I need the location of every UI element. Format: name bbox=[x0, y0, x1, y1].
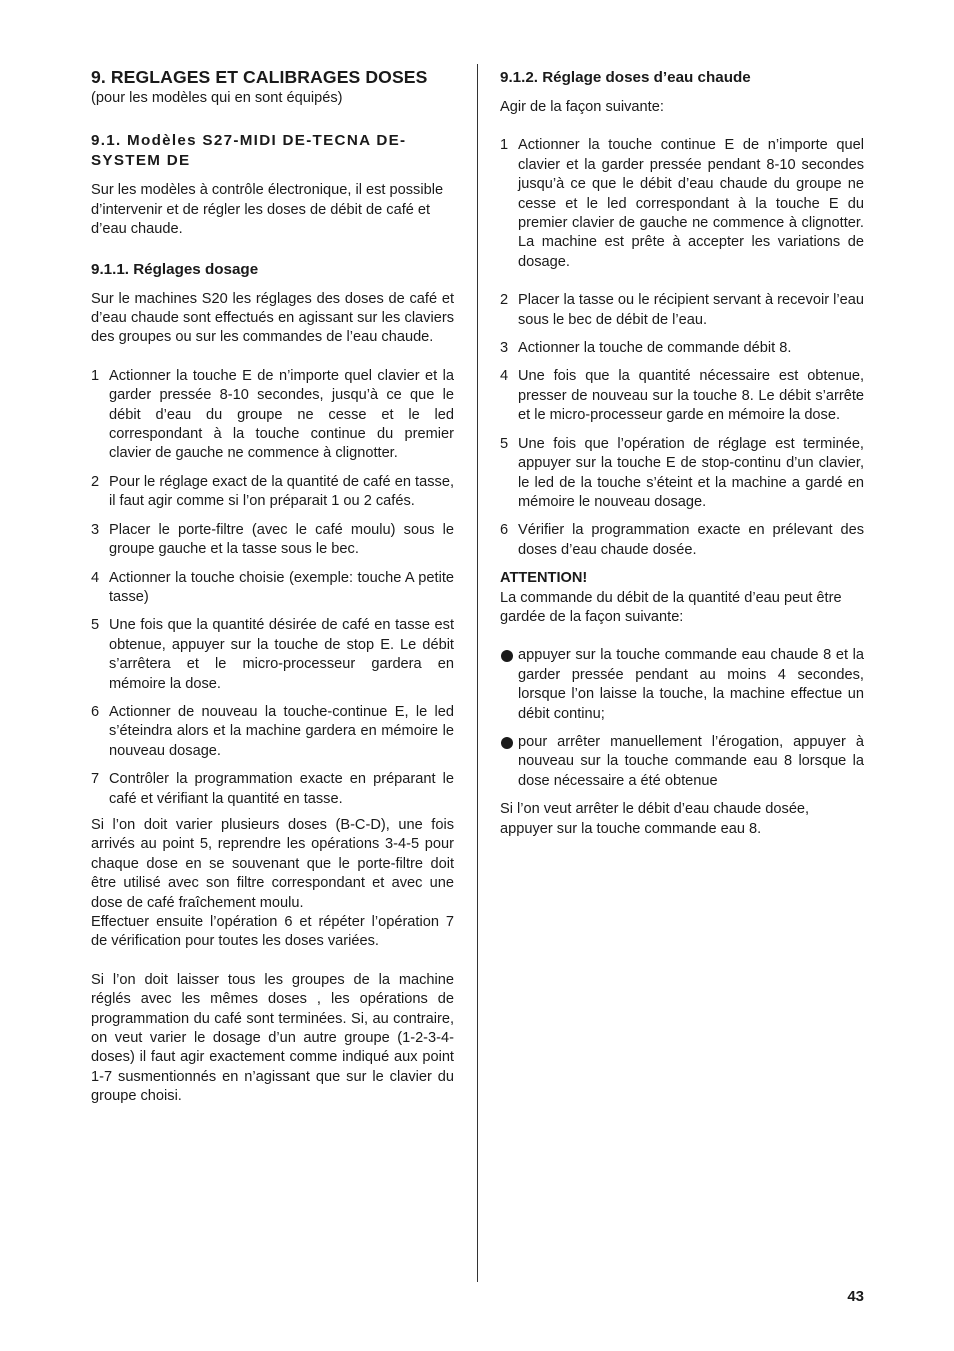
dosage-steps-list bbox=[91, 367, 454, 809]
step-number: 6 bbox=[500, 522, 509, 539]
step-number: 4 bbox=[91, 569, 100, 586]
right-column bbox=[500, 64, 864, 839]
step-text: Vérifier la programmation exacte en prélevant des doses d’eau chaude dosée. bbox=[518, 522, 864, 558]
list-item bbox=[500, 521, 864, 560]
list-item bbox=[500, 136, 864, 272]
list-item bbox=[500, 291, 864, 330]
list-item bbox=[500, 367, 864, 425]
list-item bbox=[91, 569, 454, 608]
step-text: Une fois que la quantité désirée de café en tasse est obtenue, appuyer sur la touche de stop E. Le débit s’arrêtera et le micro-processeur gardera en mémoire la dose. bbox=[109, 617, 454, 692]
attention-bullets bbox=[500, 646, 864, 791]
column-divider bbox=[477, 64, 478, 1282]
step-text: Actionner la touche E de n’importe quel clavier et la garder pressée 8-10 secondes, jusqu’à ce que le débit d’eau du groupe ne cesse et le led correspondant à la touche continue du premier clavier de gauche ne commence à clignotter. bbox=[109, 367, 454, 462]
step-number: 3 bbox=[500, 340, 509, 357]
step-number: 7 bbox=[91, 771, 100, 788]
closing-paragraph: Si l’on veut arrêter le débit d’eau chaude dosée, appuyer sur la touche commande eau 8. bbox=[500, 801, 810, 837]
step-number: 2 bbox=[500, 292, 509, 309]
page-number: 43 bbox=[847, 1288, 864, 1305]
step-number: 3 bbox=[91, 521, 100, 538]
step-text: Placer la tasse ou le récipient servant à recevoir l’eau sous le bec de débit de l’eau. bbox=[518, 292, 864, 328]
step-number: 1 bbox=[91, 367, 100, 384]
paragraph-groupes: Si l’on doit laisser tous les groupes de la machine réglés avec les mêmes doses , les opérations de programmation du café sont terminées. Si, au contraire, on veut varier le dosage d’un autre groupe (1-2-3-4- doses) il faut agir exactement comme indiqué aux point 1-7 susmentionnés en n’agissant que sur le clavier du groupe choisi. bbox=[91, 971, 454, 1105]
step-text: Une fois que la quantité nécessaire est obtenue, presser de nouveau sur la touche 8. Le débit s’arrête et le micro-processeur garde en mémoire la dose. bbox=[518, 368, 864, 424]
section-9-1-2-intro: Agir de la façon suivante: bbox=[500, 99, 664, 115]
attention-text: La commande du débit de la quantité d’eau peut être gardée de la façon suivante: bbox=[500, 589, 842, 625]
list-item bbox=[91, 616, 454, 694]
step-text: Actionner la touche continue E de n’importe quel clavier et la garder pressée pendant 8-10 secondes jusqu’à ce que le débit d’eau chaude du groupe ne cesse et le led correspondant à la touche E du premier clavier de gauche ne commence à clignotter. La machine est prête à accepter les variations de dosage. bbox=[518, 137, 864, 270]
list-item bbox=[500, 435, 864, 513]
list-item bbox=[91, 770, 454, 809]
list-item bbox=[91, 521, 454, 560]
section-heading-9-1: 9.1. Modèles S27-MIDI DE-TECNA DE-SYSTEM DE bbox=[91, 132, 407, 170]
list-item bbox=[500, 339, 864, 358]
list-item bbox=[91, 473, 454, 512]
section-heading-9-1-2: 9.1.2. Réglage doses d’eau chaude bbox=[500, 69, 751, 86]
step-number: 4 bbox=[500, 368, 509, 385]
step-number: 5 bbox=[91, 617, 100, 634]
step-text: Une fois que l’opération de réglage est terminée, appuyer sur la touche E de stop-continu d’un clavier, le led de la touche s’éteint et la machine a gardé en mémoire le nouveau dosage. bbox=[518, 435, 864, 510]
list-item bbox=[91, 703, 454, 761]
step-text: Actionner la touche de commande débit 8. bbox=[518, 340, 792, 357]
list-item bbox=[91, 367, 454, 464]
step-number: 5 bbox=[500, 435, 509, 452]
bullet-text: pour arrêter manuellement l’érogation, appuyer à nouveau sur la touche commande eau 8 lorsque la dose nécessaire a été obtenue bbox=[518, 733, 864, 789]
paragraph-effectuer: Effectuer ensuite l’opération 6 et répéter l’opération 7 de vérification pour toutes les doses variées. bbox=[91, 914, 454, 950]
attention-label: ATTENTION! bbox=[500, 570, 588, 587]
list-item bbox=[500, 646, 864, 724]
step-number: 2 bbox=[91, 473, 100, 490]
step-number: 1 bbox=[500, 137, 509, 154]
step-text: Pour le réglage exact de la quantité de café en tasse, il faut agir comme si l’on préparait 1 ou 2 cafés. bbox=[109, 473, 454, 510]
bullet-icon bbox=[501, 737, 513, 749]
page-title: 9. REGLAGES ET CALIBRAGES DOSES bbox=[91, 67, 428, 87]
step-text: Placer le porte-filtre (avec le café moulu) sous le groupe gauche et la tasse sous le bec. bbox=[109, 521, 454, 558]
bullet-text: appuyer sur la touche commande eau chaude 8 et la garder pressée pendant au moins 4 secondes, lorsque l’on laisse la touche, la machine effectue un débit continu; bbox=[518, 647, 864, 722]
left-column bbox=[91, 64, 454, 1107]
step-number: 6 bbox=[91, 703, 100, 720]
page-subtitle: (pour les modèles qui en sont équipés) bbox=[91, 90, 343, 106]
step-text: Contrôler la programmation exacte en préparant le café et vérifiant la quantité en tasse. bbox=[109, 771, 454, 807]
bullet-icon bbox=[501, 650, 513, 662]
step-text: Actionner la touche choisie (exemple: touche A petite tasse) bbox=[109, 569, 454, 605]
list-item bbox=[500, 733, 864, 791]
step-text: Actionner de nouveau la touche-continue E, le led s’éteindra alors et la machine gardera en mémoire le nouveau dosage. bbox=[109, 703, 454, 759]
water-steps-list bbox=[500, 136, 864, 560]
section-9-1-intro: Sur les modèles à contrôle électronique, il est possible d’intervenir et de régler les doses de débit de café et d’eau chaude. bbox=[91, 182, 444, 238]
section-heading-9-1-1: 9.1.1. Réglages dosage bbox=[91, 260, 259, 278]
paragraph-varier-doses: Si l’on doit varier plusieurs doses (B-C-D), une fois arrivés au point 5, reprendre les opérations 3-4-5 pour chaque dose en se souvenant que le porte-filtre doit être utilisé avec son filtre correspondant et avec une dose de café fraîchement moulu. bbox=[91, 816, 454, 911]
section-9-1-1-intro: Sur le machines S20 les réglages des doses de café et d’eau chaude sont effectués en agissant sur les claviers des groupes ou sur les commandes de l’eau chaude. bbox=[91, 290, 454, 346]
